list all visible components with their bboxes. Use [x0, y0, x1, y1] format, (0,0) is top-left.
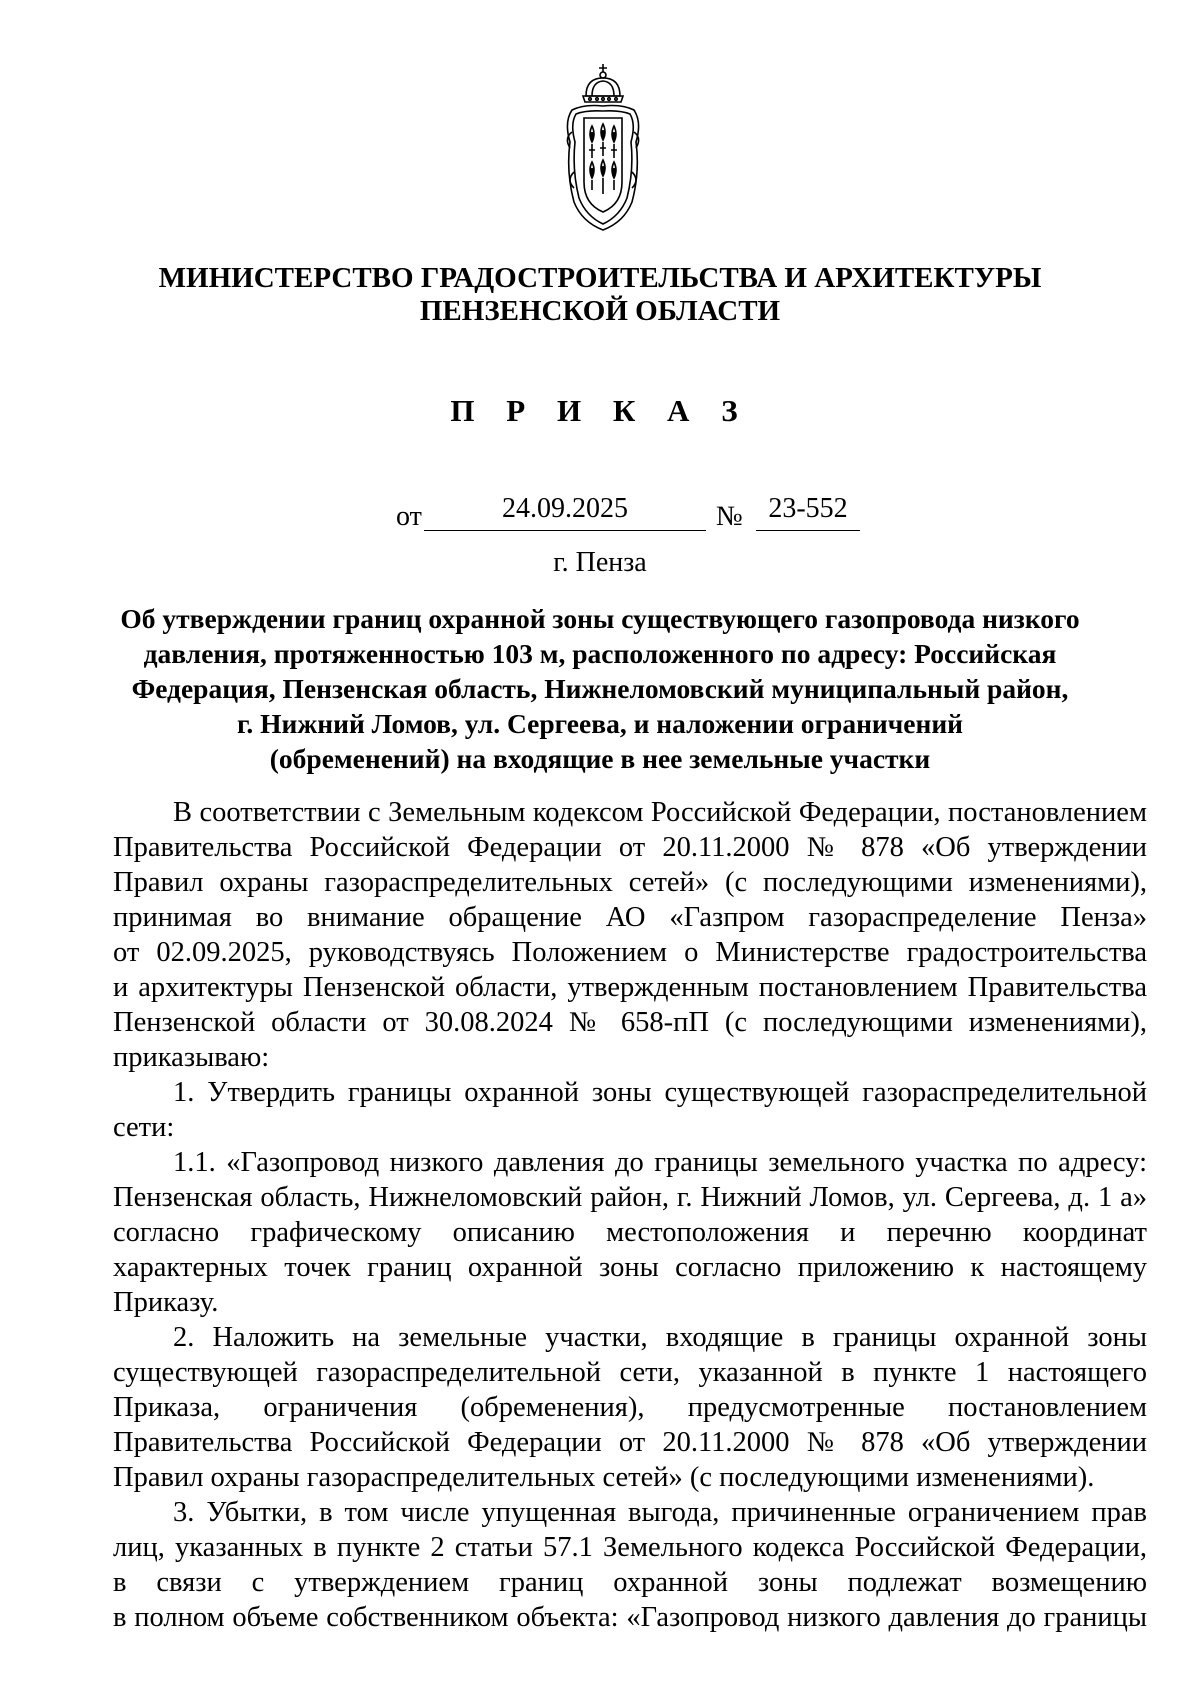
body-line: Правил охраны газораспределительных сетей» (с последующими изменениями). [113, 1462, 1095, 1493]
body-line: Правил охраны газораспределительных сетей» (с последующими изменениями), [113, 867, 1147, 898]
ministry-line-2: ПЕНЗЕНСКОЙ ОБЛАСТИ [419, 295, 781, 327]
body-line: приказываю: [113, 1042, 270, 1073]
body-line: 1.1. «Газопровод низкого давления до границы земельного участка по адресу: [173, 1147, 1147, 1178]
body-line: сети: [113, 1112, 175, 1143]
document-type: П Р И К А З [450, 393, 750, 428]
ministry-line-1: МИНИСТЕРСТВО ГРАДОСТРОИТЕЛЬСТВА И АРХИТЕКТУРЫ [158, 262, 1042, 294]
body-line: от 02.09.2025, руководствуясь Положением о Министерстве градостроительства [113, 937, 1147, 968]
body-line: в связи с утверждением границ охранной зоны подлежат возмещению [113, 1567, 1147, 1598]
body-line: Правительства Российской Федерации от 20.11.2000 № 878 «Об утверждении [113, 1427, 1147, 1458]
body-line: 1. Утвердить границы охранной зоны существующей газораспределительной [173, 1077, 1147, 1108]
body-line: 2. Наложить на земельные участки, входящие в границы охранной зоны [173, 1322, 1147, 1353]
body-line: лиц, указанных в пункте 2 статьи 57.1 Земельного кодекса Российской Федерации, [113, 1532, 1147, 1563]
body-line: согласно графическому описанию местоположения и перечню координат [113, 1217, 1147, 1248]
number-label: № [716, 501, 743, 532]
coat-of-arms-emblem [562, 62, 644, 232]
title-line: Об утверждении границ охранной зоны существующего газопровода низкого [120, 603, 1080, 634]
number-value: 23-552 [768, 493, 848, 524]
date-number-row [396, 493, 866, 534]
date-value: 24.09.2025 [502, 493, 628, 524]
ministry-name [100, 262, 1100, 328]
document-title [110, 601, 1090, 776]
title-line: (обременений) на входящие в нее земельные участки [269, 743, 931, 774]
title-line: давления, протяженностью 103 м, расположенного по адресу: Российская [143, 638, 1057, 669]
city: г. Пенза [553, 547, 647, 578]
title-line: Федерация, Пензенская область, Нижнеломовский муниципальный район, [131, 673, 1069, 704]
body-line: Приказу. [113, 1287, 219, 1318]
body-line: Пензенская область, Нижнеломовский район, г. Нижний Ломов, ул. Сергеева, д. 1 а» [113, 1182, 1147, 1213]
document-body [113, 795, 1147, 1635]
body-line: Правительства Российской Федерации от 20.11.2000 № 878 «Об утверждении [113, 832, 1147, 863]
body-line: и архитектуры Пензенской области, утвержденным постановлением Правительства [113, 972, 1147, 1003]
body-line: принимая во внимание обращение АО «Газпром газораспределение Пенза» [113, 902, 1147, 933]
title-line: г. Нижний Ломов, ул. Сергеева, и наложении ограничений [236, 708, 964, 739]
body-line: характерных точек границ охранной зоны согласно приложению к настоящему [113, 1252, 1147, 1283]
body-line: В соответствии с Земельным кодексом Российской Федерации, постановлением [173, 797, 1147, 828]
body-line: Пензенской области от 30.08.2024 № 658-пП (с последующими изменениями), [113, 1007, 1147, 1038]
body-line: 3. Убытки, в том числе упущенная выгода, причиненные ограничением прав [173, 1497, 1147, 1528]
date-underline [424, 530, 706, 531]
body-line: существующей газораспределительной сети, указанной в пункте 1 настоящего [113, 1357, 1147, 1388]
date-label: от [396, 501, 422, 532]
body-line: в полном объеме собственником объекта: «Газопровод низкого давления до границы [113, 1602, 1147, 1633]
body-line: Приказа, ограничения (обременения), предусмотренные постановлением [113, 1392, 1147, 1423]
number-underline [756, 530, 860, 531]
